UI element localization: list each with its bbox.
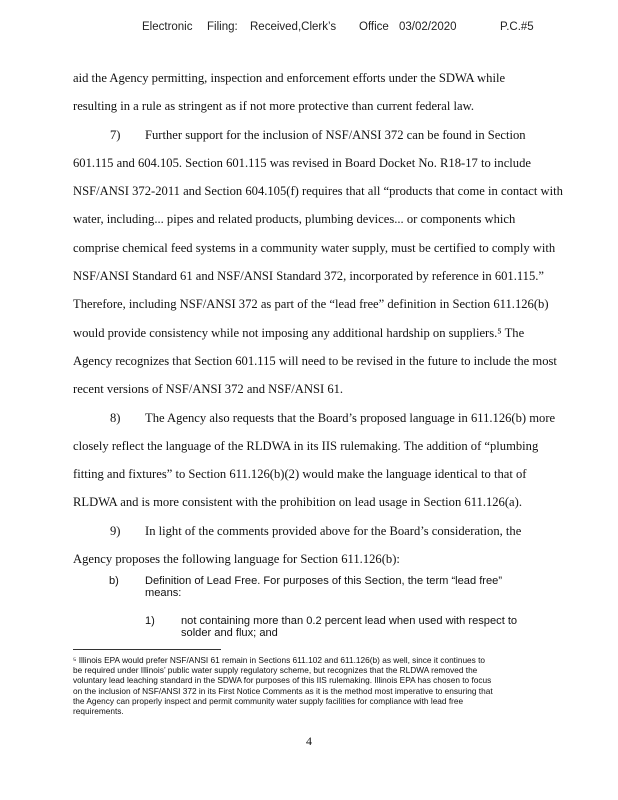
footnote [73,655,553,716]
paragraph-8-start [73,404,593,432]
header-office: Office [359,21,389,33]
footnote-line: the Agency can properly inspect and permit community water supply facilities for compliance with lead free [73,695,464,706]
header-pc-number: P.C.#5 [500,21,534,33]
footnote-line: requirements. [73,706,124,717]
header-date: 03/02/2020 [399,21,457,33]
body-line: comprise chemical feed systems in a community water supply, must be certified to comply with [73,240,556,255]
body-line: closely reflect the language of the RLDWA in its IIS rulemaking. The addition of “plumbing [73,438,539,453]
body-line: Agency proposes the following language for Section 611.126(b): [73,552,400,567]
definition-text: Definition of Lead Free. For purposes of this Section, the term “lead free” [145,575,503,587]
definition-item-1 [145,615,545,645]
body-line: fitting and fixtures” to Section 611.126(b)(2) would make the language identical to that of [73,467,527,482]
definition-label: b) [109,575,119,587]
header-electronic: Electronic [142,21,193,33]
body-line: 601.115 and 604.105. Section 601.115 was revised in Board Docket No. R18-17 to include [73,155,531,170]
paragraph-7-start [73,121,593,149]
footnote-line: voluntary lead leaching standard in the SDWA for purposes of this IIS rulemaking. Illinois EPA has chosen to focus [73,675,492,686]
body-line: water, including... pipes and related products, plumbing devices... or components which [73,212,516,227]
body-line: recent versions of NSF/ANSI 372 and NSF/ANSI 61. [73,382,344,397]
footnote-line: be required under Illinois’ public water supply regulatory scheme, but recognizes that the RLDWA removed the [73,665,478,676]
footnote-line: ⁵ Illinois EPA would prefer NSF/ANSI 61 remain in Sections 611.102 and 611.126(b) as well, since it continues to [73,655,486,665]
header-received: Received,Clerk’s [250,21,337,33]
body-line: NSF/ANSI Standard 61 and NSF/ANSI Standard 372, incorporated by reference in 601.115.” [73,269,545,284]
footnote-divider [73,649,221,650]
definition-b [109,575,549,605]
body-line: aid the Agency permitting, inspection and enforcement efforts under the SDWA while [73,71,506,85]
body-text [73,64,593,573]
paragraph-number: 9) [110,523,121,538]
body-line: RLDWA and is more consistent with the prohibition on lead usage in Section 611.126(a). [73,495,522,510]
body-line: resulting in a rule as stringent as if not more protective than current federal law. [73,99,474,114]
body-line: Agency recognizes that Section 601.115 will need to be revised in the future to include the most [73,353,557,368]
body-line: would provide consistency while not imposing any additional hardship on suppliers.⁵ The [73,325,525,340]
definition-label: 1) [145,615,155,627]
footnote-line: on the inclusion of NSF/ANSI 372 in its First Notice Comments as it is the method most imperative to ensuring that [73,685,493,696]
body-line: NSF/ANSI 372-2011 and Section 604.105(f) requires that all “products that come in contact with [73,184,563,199]
definition-text: not containing more than 0.2 percent lead when used with respect to [181,615,518,627]
definition-text: solder and flux; and [181,627,278,639]
body-line: Therefore, including NSF/ANSI 372 as part of the “lead free” definition in Section 611.126(b) [73,297,549,312]
body-line: Further support for the inclusion of NSF/ANSI 372 can be found in Section [145,127,526,142]
body-line: The Agency also requests that the Board’s proposed language in 611.126(b) more [145,410,556,425]
body-line: In light of the comments provided above for the Board’s consideration, the [145,523,522,538]
page-number: 4 [306,734,312,748]
paragraph-9-start [73,517,593,545]
definition-text: means: [145,587,182,599]
paragraph-number: 8) [110,410,121,425]
paragraph-number: 7) [110,127,121,142]
header-filing: Filing: [207,21,238,33]
